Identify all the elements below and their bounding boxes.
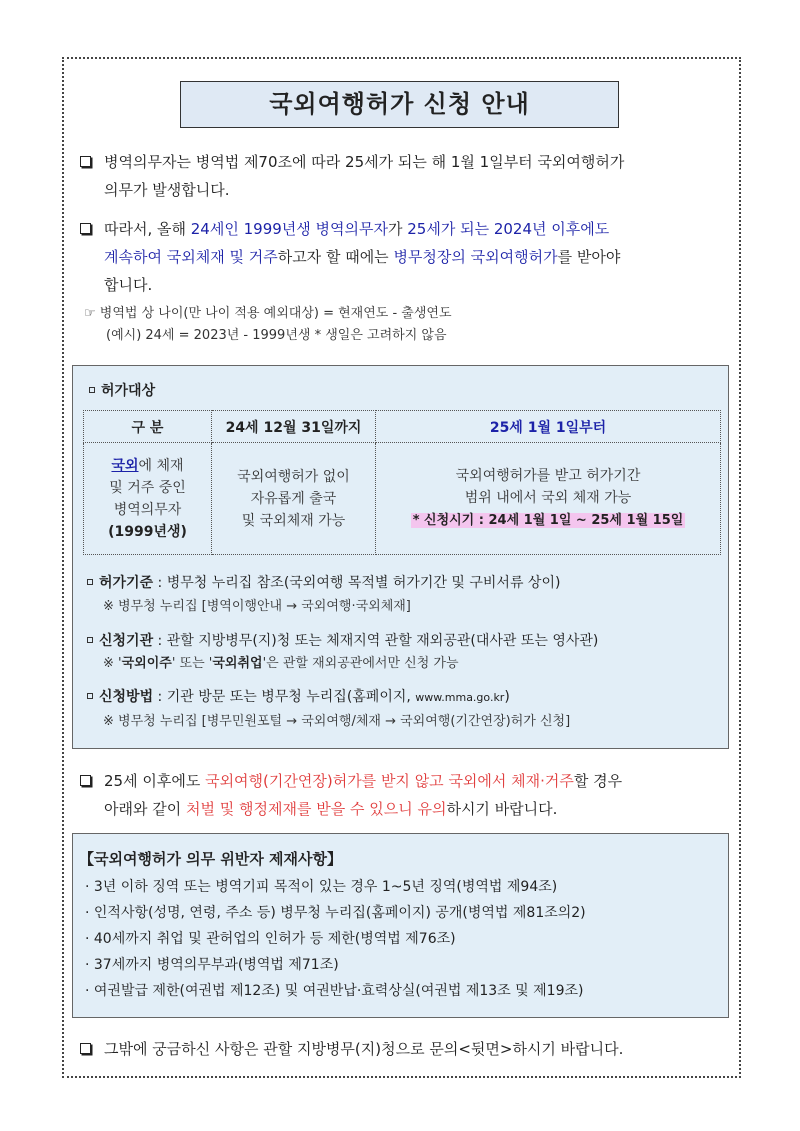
text: '은 관할 재외공관에서만 신청 가능 [262, 656, 459, 671]
text: 합니다. [104, 276, 153, 294]
text: 허가대상 [101, 383, 156, 399]
text: 및 거주 중인 [109, 479, 186, 496]
text: 의무가 발생합니다. [104, 181, 230, 199]
square-bullet-icon [87, 579, 93, 585]
square-bullet-icon [87, 637, 93, 643]
table-cell-from-25 [376, 443, 721, 555]
permit-heading [85, 380, 155, 400]
sanctions-heading: 【국외여행허가 의무 위반자 제재사항】 [79, 850, 343, 868]
method-sub: ※ 병무청 누리집 [병무민원포털 → 국외여행/체재 → 국외여행(기간연장)허가 신청] [103, 714, 571, 729]
text: 그밖에 궁금하신 사항은 관할 지방병무(지)청으로 문의<뒷면>하시기 바랍니다. [104, 1040, 624, 1058]
page-title: 국외여행허가 신청 안내 [180, 81, 619, 128]
table-header: 구 분 [84, 411, 212, 443]
text: 범위 내에서 국외 체재 가능 [464, 490, 632, 506]
text: ' 또는 ' [171, 656, 213, 671]
table-header: 24세 12월 31일까지 [212, 411, 376, 443]
text: 25세 이후에도 [104, 772, 206, 790]
text: 할 경우 [573, 772, 623, 790]
text: 국외취업 [212, 656, 263, 671]
text: 국외여행허가 없이 [237, 468, 350, 485]
list-item: · 37세까지 병역의무부과(병역법 제71조) [85, 957, 339, 973]
text: 자유롭게 출국 [250, 490, 337, 507]
text: 하시기 바랍니다. [446, 800, 558, 818]
permit-panel [72, 365, 729, 749]
age-note: ☞ 병역법 상 나이(만 나이 적용 예외대상) = 현재연도 - 출생연도 [84, 306, 452, 321]
application-period: * 신청시기 : 24세 1월 1일 ~ 25세 1월 15일 [412, 513, 684, 528]
highlight-text: 25세가 되는 2024년 이후에도 [407, 220, 610, 238]
text: 를 받아야 [557, 248, 621, 266]
agency-item [83, 630, 598, 652]
label: 허가기준 [99, 575, 154, 591]
agency-sub [103, 653, 459, 675]
sanctions-panel [72, 833, 729, 1018]
text: : 관할 지방병무(지)청 또는 체재지역 관할 재외공관(대사관 또는 영사관) [153, 633, 599, 649]
list-item: · 인적사항(성명, 연령, 주소 등) 병무청 누리집(홈페이지) 공개(병역법 제81조의2) [85, 905, 586, 921]
text: 하고자 할 때에는 [277, 248, 394, 266]
label: 신청기관 [99, 633, 154, 649]
text: 병역의무자 [113, 501, 182, 518]
text: 국외 [111, 457, 139, 474]
warning-text: 국외여행(기간연장)허가를 받지 않고 국외에서 체재·거주 [205, 772, 574, 790]
highlight-text: 계속하여 국외체재 및 거주 [104, 248, 278, 266]
highlight-text: 24세인 1999년생 병역의무자 [190, 220, 388, 238]
warning-text: 처벌 및 행정제재를 받을 수 있으니 유의 [186, 800, 447, 818]
paragraph-penalty-warning [78, 767, 728, 823]
text: (1999년생) [108, 523, 187, 540]
table-cell-until-24 [212, 443, 376, 555]
checkbox-bullet-icon [80, 156, 91, 167]
website-link[interactable]: www.mma.go.kr [415, 691, 505, 704]
checkbox-bullet-icon [80, 775, 91, 786]
text: 국외이주 [121, 656, 172, 671]
label: 신청방법 [99, 689, 154, 705]
checkbox-bullet-icon [80, 223, 91, 234]
text: 국외여행허가를 받고 허가기간 [455, 468, 641, 484]
text: 및 국외체재 가능 [241, 512, 346, 529]
criteria-sub: ※ 병무청 누리집 [병역이행안내 → 국외여행·국외체재] [103, 599, 411, 614]
paragraph-obligation [78, 148, 728, 204]
list-item: · 여권발급 제한(여권법 제12조) 및 여권반납·효력상실(여권법 제13조 및 제19조) [85, 983, 584, 999]
text: ) [504, 689, 510, 705]
method-item [83, 686, 510, 709]
age-example: (예시) 24세 = 2023년 - 1999년생 * 생일은 고려하지 않음 [106, 328, 447, 343]
table-header: 25세 1월 1일부터 [376, 411, 721, 443]
text: 가 [387, 220, 408, 238]
square-bullet-icon [87, 693, 93, 699]
text: 아래와 같이 [104, 800, 186, 818]
highlight-text: 병무청장의 국외여행허가 [393, 248, 558, 266]
text: ※ ' [103, 656, 122, 671]
text: : 기관 방문 또는 병무청 누리집(홈페이지, [153, 689, 416, 705]
text: 따라서, 올해 [104, 220, 191, 238]
list-item: · 3년 이하 징역 또는 병역기피 목적이 있는 경우 1~5년 징역(병역법 제94조) [85, 879, 558, 895]
square-bullet-icon [89, 387, 95, 393]
paragraph-contact [78, 1035, 728, 1063]
paragraph-1999-notice [78, 215, 728, 299]
table-cell-target [84, 443, 212, 555]
text: : 병무청 누리집 참조(국외여행 목적별 허가기간 및 구비서류 상이) [153, 575, 561, 591]
text: 병역의무자는 병역법 제70조에 따라 25세가 되는 해 1월 1일부터 국외여행허가 [104, 153, 625, 171]
list-item: · 40세까지 취업 및 관허업의 인허가 등 제한(병역법 제76조) [85, 931, 456, 947]
permit-table [83, 410, 721, 555]
checkbox-bullet-icon [80, 1043, 91, 1054]
criteria-item [83, 572, 560, 594]
text: 에 체재 [138, 457, 184, 474]
